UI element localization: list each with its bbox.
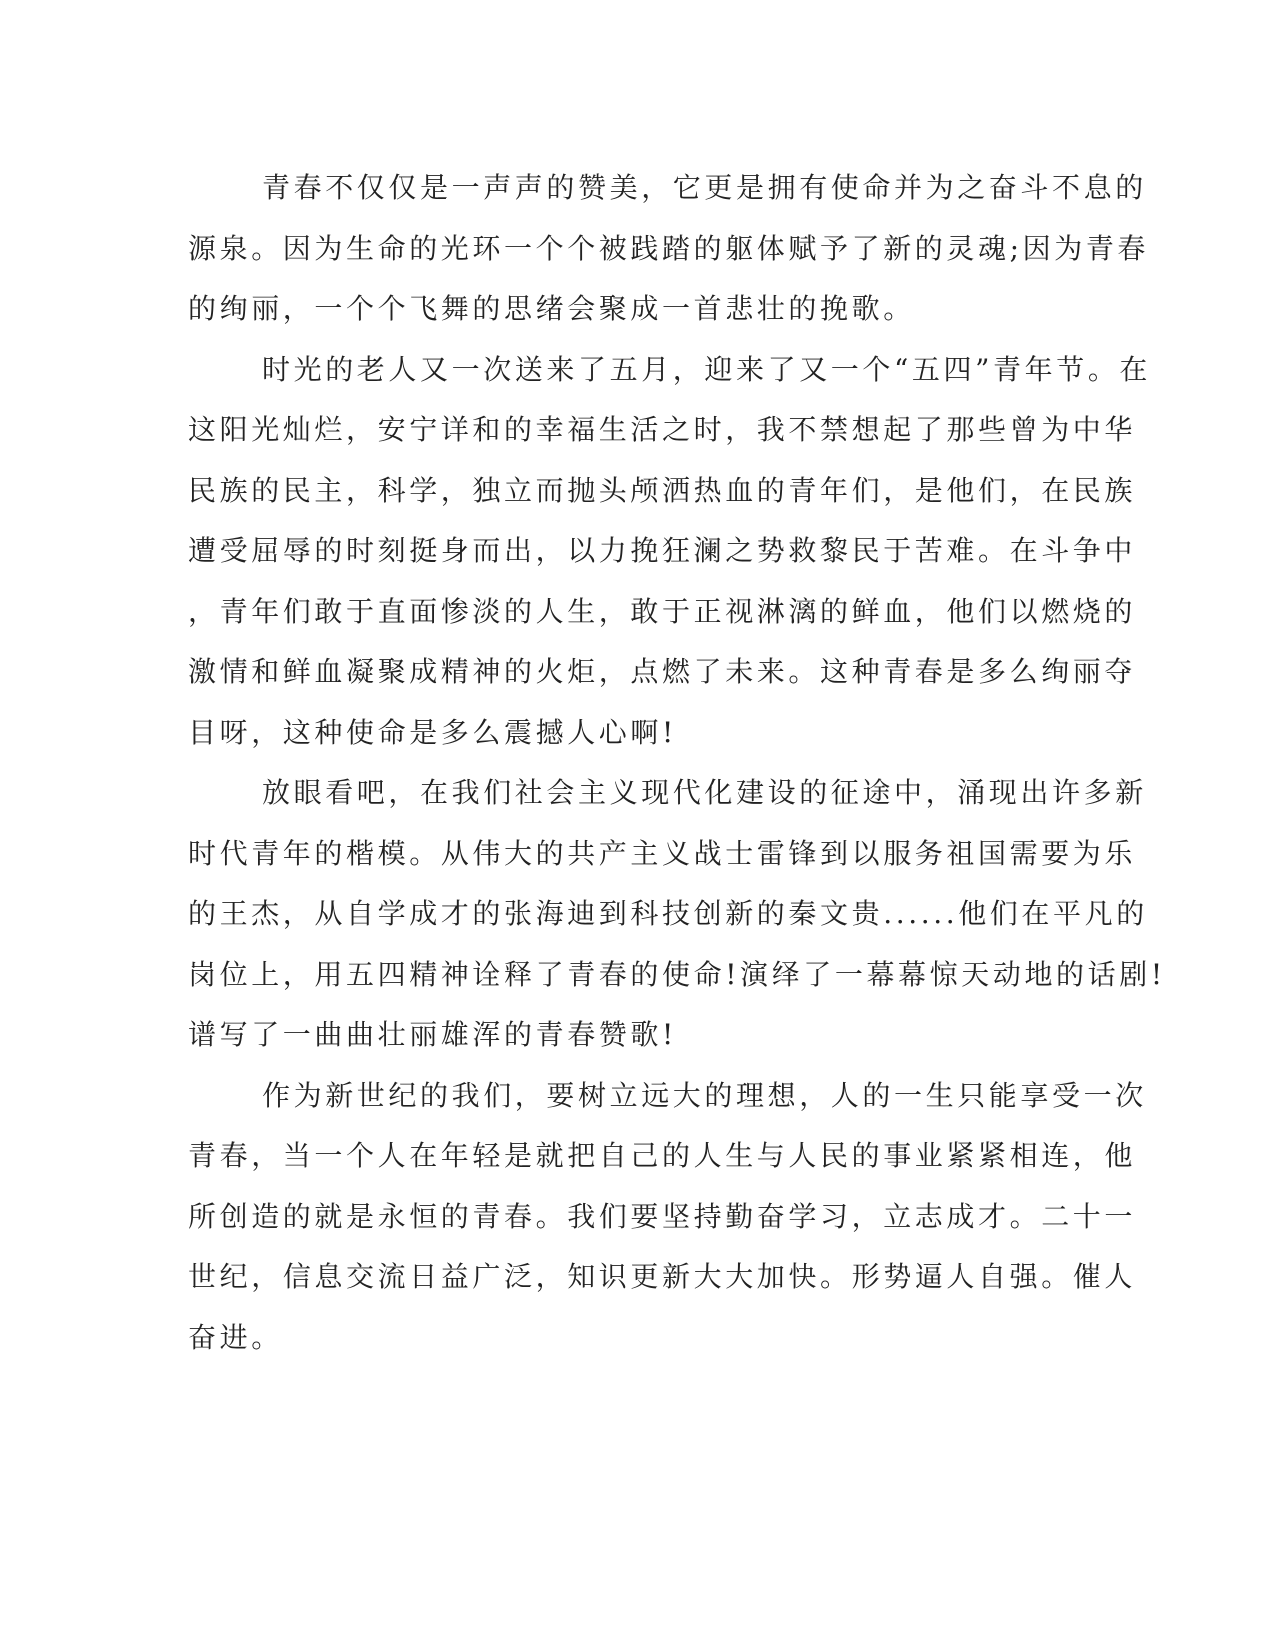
text-line: 时光的老人又一次送来了五月，迎来了又一个“五四”青年节。在 [262,352,1152,386]
text-line: 这阳光灿烂，安宁详和的幸福生活之时，我不禁想起了那些曾为中华 [188,413,1137,446]
text-line: 的王杰，从自学成才的张海迪到科技创新的秦文贵......他们在平凡的 [188,897,1148,930]
paragraph-1 [188,158,1150,340]
text-line: 民族的民主，科学，独立而抛头颅洒热血的青年们，是他们，在民族 [188,473,1137,507]
paragraph-3 [188,763,1166,1066]
text-line: 青春，当一个人在年轻是就把自己的人生与人民的事业紧紧相连，他 [188,1139,1137,1172]
text-line: 时代青年的楷模。从伟大的共产主义战士雷锋到以服务祖国需要为乐 [188,836,1137,870]
text-line: 作为新世纪的我们，要树立远大的理想，人的一生只能享受一次 [262,1078,1147,1112]
paragraph-2 [188,340,1152,764]
text-line: 世纪，信息交流日益广泛，知识更新大大加快。形势逼人自强。催人 [188,1260,1137,1293]
text-line: 目呀，这种使命是多么震撼人心啊! [188,715,677,749]
paragraph-4 [188,1066,1147,1369]
text-line: 源泉。因为生命的光环一个个被践踏的躯体赋予了新的灵魂;因为青春 [188,231,1150,265]
text-line: 青春不仅仅是一声声的赞美，它更是拥有使命并为之奋斗不息的 [262,171,1147,204]
text-line: 岗位上，用五四精神诠释了青春的使命!演绎了一幕幕惊天动地的话剧! [188,957,1166,991]
text-line: 放眼看吧，在我们社会主义现代化建设的征途中，涌现出许多新 [262,776,1147,809]
text-line: 奋进。 [188,1320,283,1354]
text-line: 激情和鲜血凝聚成精神的火炬，点燃了未来。这种青春是多么绚丽夺 [188,655,1137,688]
text-line: 遭受屈辱的时刻挺身而出，以力挽狂澜之势救黎民于苦难。在斗争中 [188,534,1137,567]
text-line: ，青年们敢于直面惨淡的人生，敢于正视淋漓的鲜血，他们以燃烧的 [188,594,1137,628]
document-body [188,158,1166,1368]
text-line: 所创造的就是永恒的青春。我们要坚持勤奋学习，立志成才。二十一 [188,1199,1137,1233]
text-line: 谱写了一曲曲壮丽雄浑的青春赞歌! [188,1018,677,1051]
text-line: 的绚丽，一个个飞舞的思绪会聚成一首悲壮的挽歌。 [188,292,915,325]
